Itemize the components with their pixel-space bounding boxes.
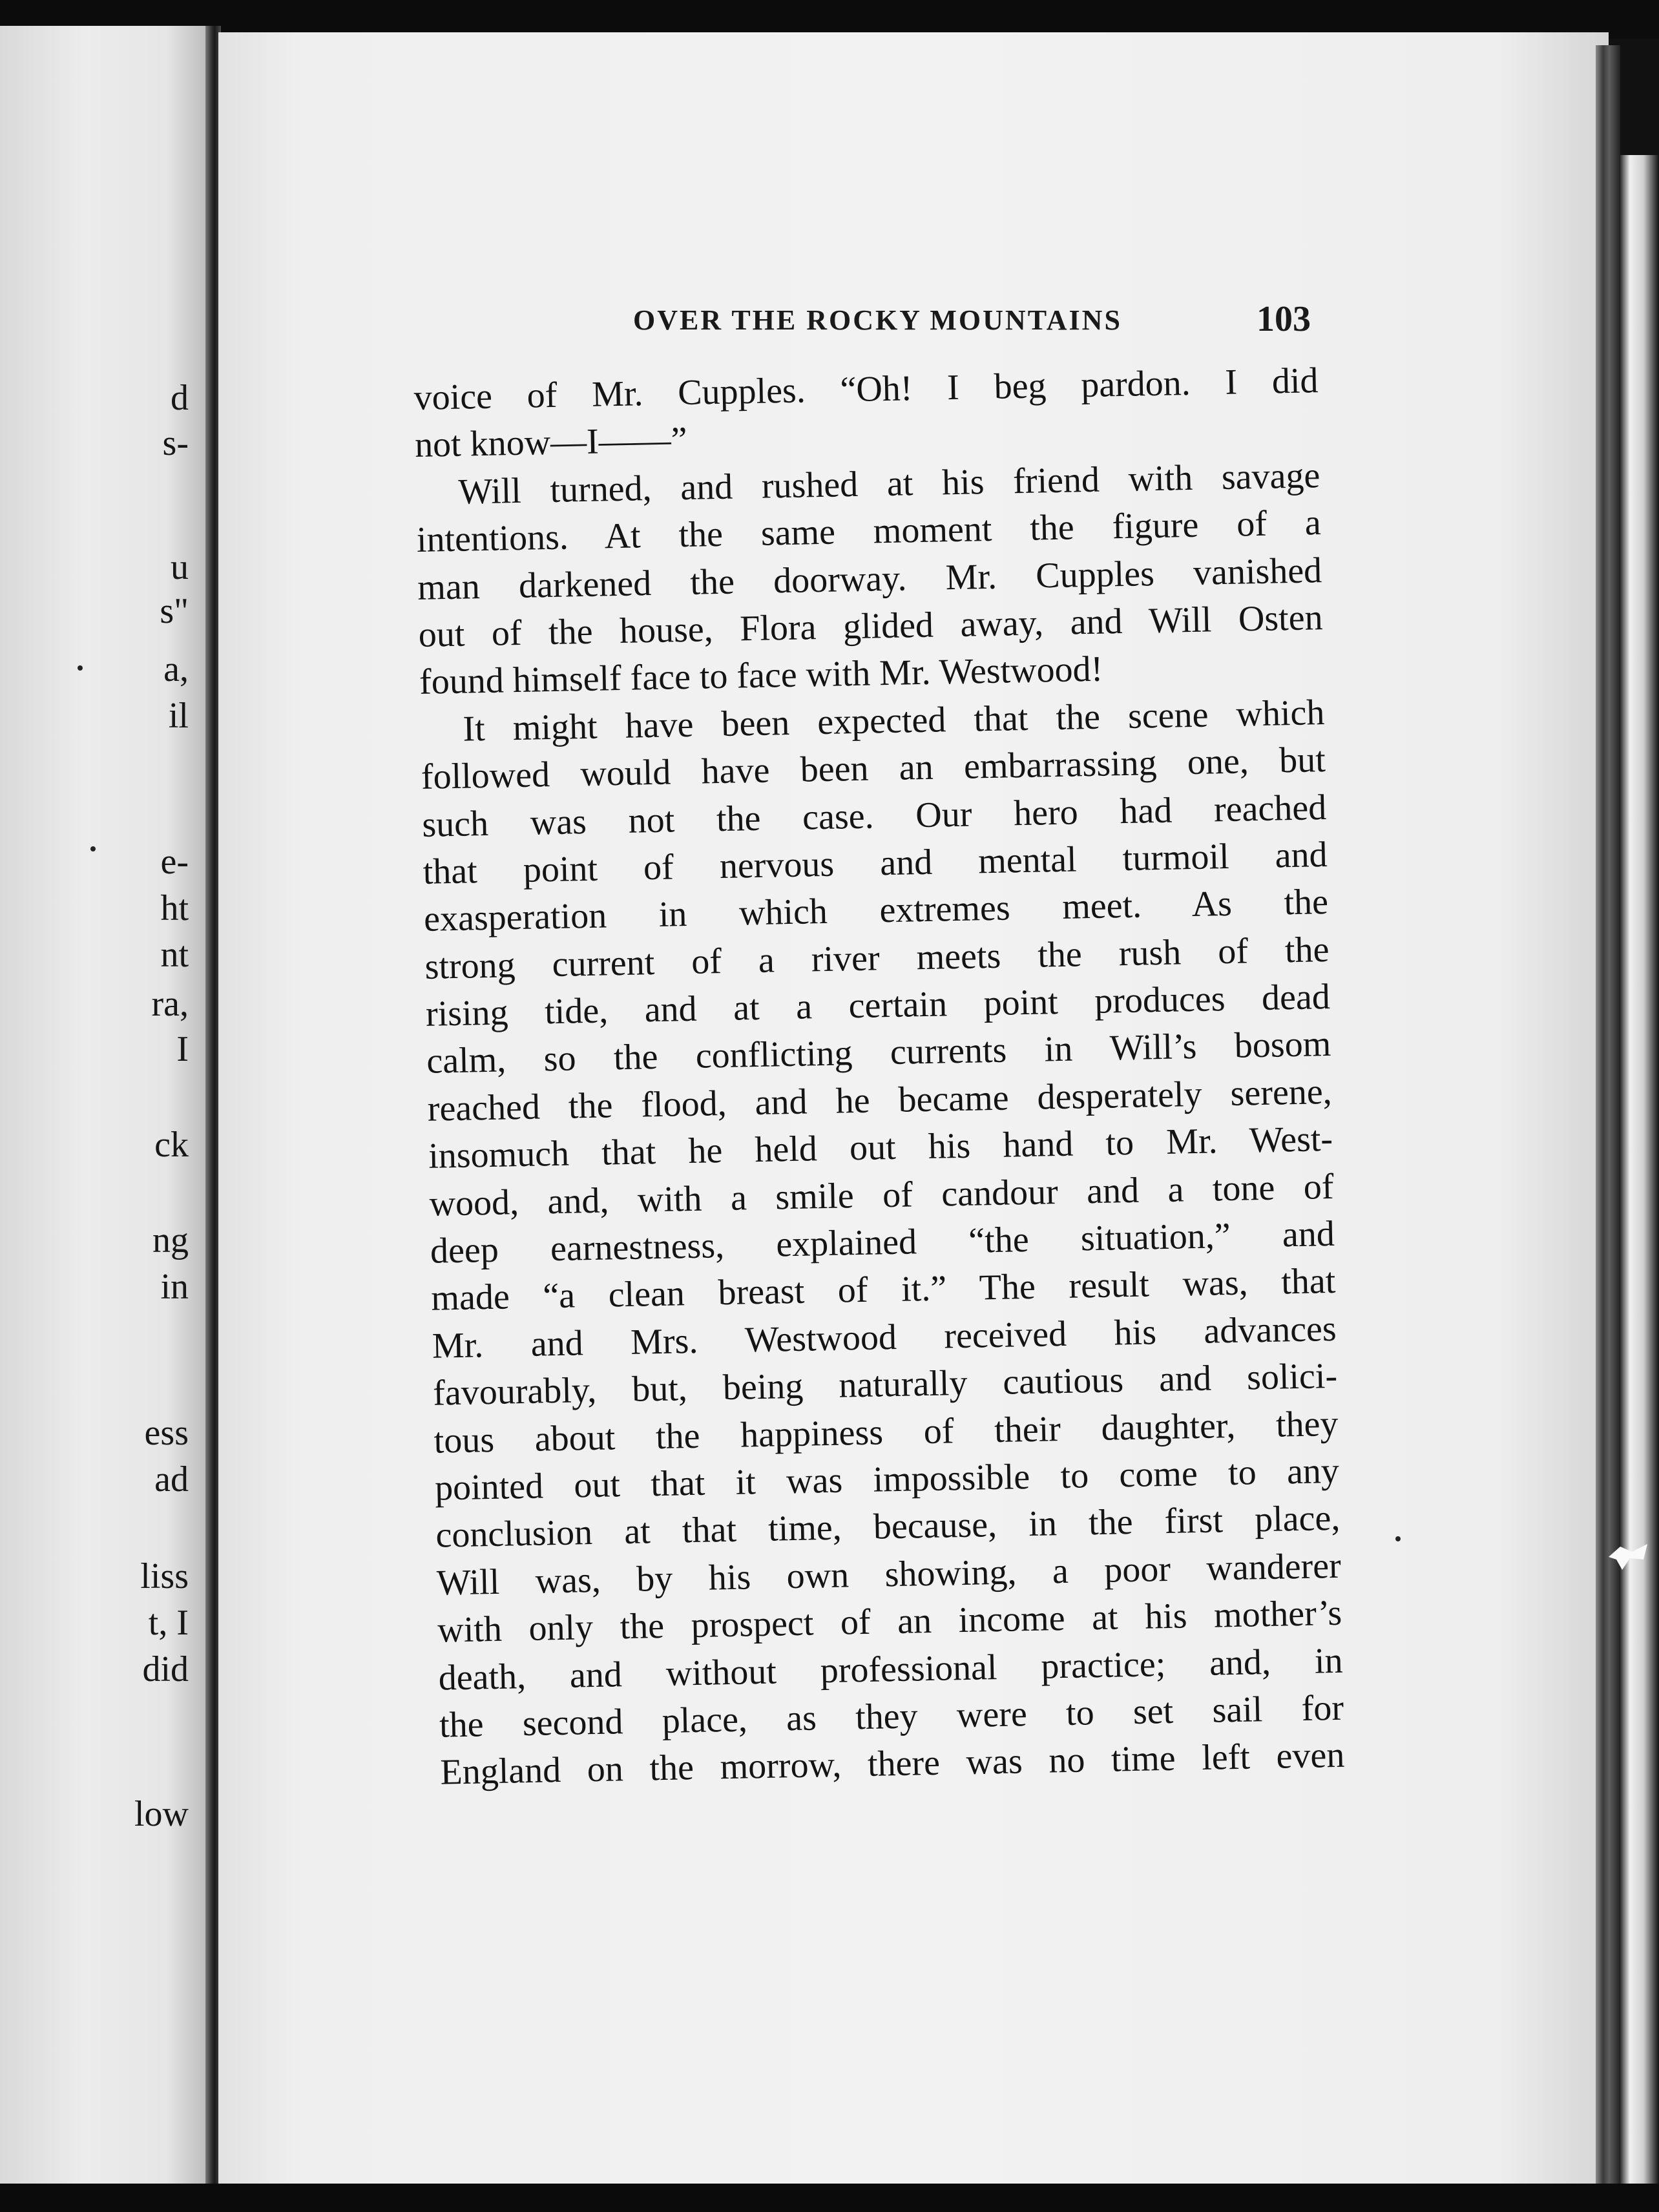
left-page-fragment: ess <box>144 1413 189 1453</box>
left-page-fragment: ck <box>154 1125 189 1165</box>
text-line: insomuch that he held out his hand to Mr. West- <box>428 1119 1333 1177</box>
text-line: Will turned, and rushed at his friend with savage <box>457 455 1320 512</box>
left-page-fragment: ra, <box>151 984 189 1024</box>
text-line: Mr. and Mrs. Westwood received his advances <box>432 1308 1337 1366</box>
text-line: voice of Mr. Cupples. “Oh! I beg pardon. I did <box>413 360 1319 418</box>
text-line: conclusion at that time, because, in the first place, <box>435 1498 1341 1556</box>
page-edge-shadow <box>1596 45 1620 2184</box>
page-number: 103 <box>1257 299 1311 339</box>
text-line: made “a clean breast of it.” The result was, that <box>430 1261 1336 1319</box>
left-page-fragment: nt <box>160 935 189 975</box>
text-line: It might have been expected that the scene which <box>462 692 1325 749</box>
text-line: intentions. At the same moment the figure of a <box>416 503 1322 561</box>
left-page-fragment: did <box>142 1649 189 1689</box>
left-page-fragment: ng <box>152 1220 189 1260</box>
left-page <box>0 26 207 2184</box>
left-page-fragment: s- <box>162 423 189 463</box>
left-page-fragment: ad <box>154 1459 189 1499</box>
text-line: pointed out that it was impossible to come to any <box>434 1450 1340 1508</box>
text-line: strong current of a river meets the rush of the <box>424 929 1330 987</box>
left-page-fragment: u <box>171 547 189 587</box>
text-line: deep earnestness, explained “the situation,” and <box>430 1213 1335 1271</box>
text-line: man darkened the doorway. Mr. Cupples vanished <box>417 550 1322 608</box>
text-line: found himself face to face with Mr. Westwood! <box>419 649 1103 703</box>
text-line: out of the house, Flora glided away, and Will Osten <box>418 598 1324 655</box>
text-line: with only the prospect of an income at his mother’s <box>437 1592 1342 1651</box>
running-head: OVER THE ROCKY MOUNTAINS <box>633 304 1122 336</box>
text-line: the second place, as they were to set sail for <box>439 1687 1344 1746</box>
left-page-fragment: I <box>176 1029 189 1069</box>
text-line: not know—I——” <box>414 420 688 466</box>
left-page-fragment: e- <box>160 842 189 882</box>
text-line: wood, and, with a smile of candour and a tone of <box>429 1166 1334 1224</box>
left-page-fragment: s" <box>160 591 189 631</box>
left-page-fragment: in <box>160 1267 189 1307</box>
left-page-fragment: low <box>134 1794 189 1834</box>
left-page-fragment: t, I <box>148 1603 189 1643</box>
left-page-fragment: a, <box>163 649 189 689</box>
left-page-fragment: il <box>168 696 189 736</box>
scan-speck <box>78 665 83 671</box>
text-line: reached the flood, and he became desperately serene, <box>427 1071 1333 1129</box>
text-line: calm, so the conflicting currents in Will’s bosom <box>426 1024 1331 1082</box>
text-line: rising tide, and at a certain point produces dead <box>425 977 1331 1034</box>
text-line: followed would have been an embarrassing one, but <box>421 740 1326 798</box>
text-line: such was not the case. Our hero had reached <box>421 787 1327 845</box>
scan-speck <box>90 846 96 851</box>
body-text <box>413 357 1345 1797</box>
left-page-fragment: d <box>171 378 189 418</box>
text-line: Will was, by his own showing, a poor wanderer <box>436 1545 1342 1603</box>
text-line: England on the morrow, there was no time left even <box>439 1735 1345 1793</box>
text-line: favourably, but, being naturally cautious and solici- <box>432 1356 1338 1414</box>
left-page-fragment: ht <box>160 888 189 928</box>
page-edge-stack <box>1620 155 1659 2209</box>
text-line: death, and without professional practice; and, in <box>438 1640 1344 1698</box>
text-line: exasperation in which extremes meet. As the <box>423 882 1329 940</box>
text-line: that point of nervous and mental turmoil and <box>423 834 1328 892</box>
scan-bottom-border <box>0 2184 1659 2212</box>
scan-speck <box>1395 1536 1401 1541</box>
text-line: tous about the happiness of their daughter, they <box>433 1403 1339 1461</box>
left-page-fragment: liss <box>140 1556 189 1596</box>
